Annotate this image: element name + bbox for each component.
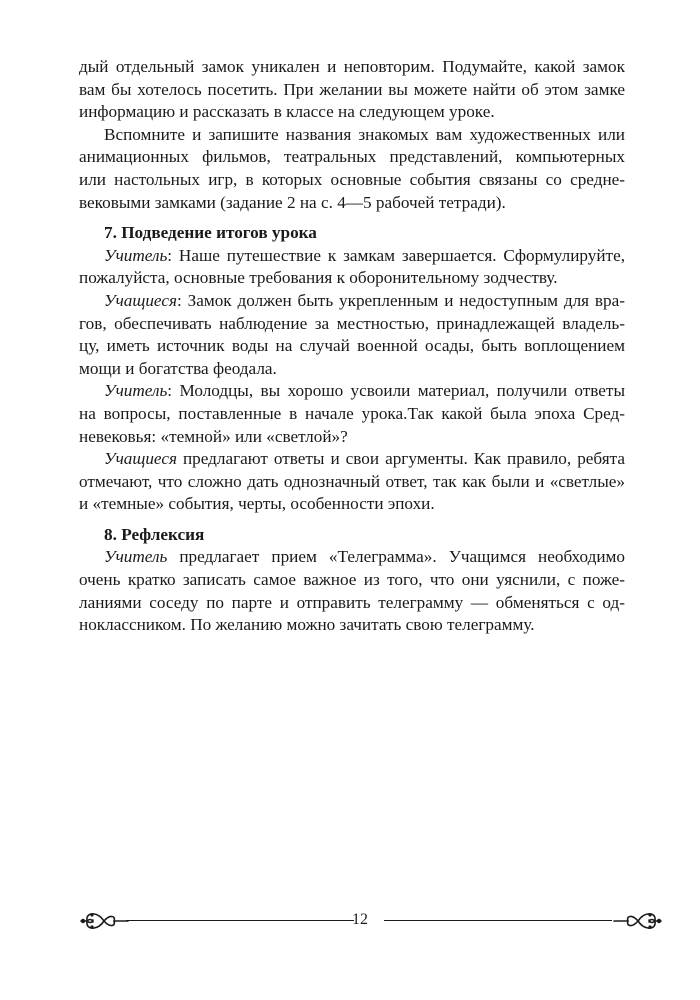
paragraph-castle-unique <box>79 56 625 124</box>
flourish-ornament-icon <box>78 904 130 938</box>
speaker-label: Учитель <box>104 245 168 265</box>
text-line: отмечают, что сложно дать однозначный ответ, так как были и «светлые» <box>79 471 625 491</box>
speaker-label: Учитель <box>104 547 168 567</box>
text-line <box>79 245 625 268</box>
dialogue-teacher-3 <box>79 546 625 636</box>
speech-text: : Наше путешествие к замкам завершается. Сформулируйте, <box>167 245 625 265</box>
page-body <box>79 56 625 637</box>
text-line: дый отдельный замок уникален и неповторим. Подумайте, какой замок <box>79 57 625 76</box>
speech-text: предлагает прием «Телеграмма». Учащимся необходимо <box>167 547 625 567</box>
text-line <box>79 546 625 569</box>
section-heading-summary: 7. Подведение итогов урока <box>104 223 317 243</box>
text-line <box>79 448 625 471</box>
text-line: на вопросы, поставленные в начале урока.Так какой была эпоха Сред- <box>79 403 625 423</box>
text-line: ноклассником. По желанию можно зачитать свою телеграмму. <box>79 615 535 635</box>
footer-rule-left <box>126 920 354 921</box>
text-line <box>79 290 625 313</box>
text-line: мощи и богатства феодала. <box>79 358 277 378</box>
section-heading-reflection: 8. Рефлексия <box>104 524 205 544</box>
dialogue-students-1 <box>79 290 625 380</box>
text-line: Вспомните и запишите названия знакомых вам художественных или <box>104 124 625 144</box>
text-line: вековыми замками (задание 2 на с. 4—5 рабочей тетради). <box>79 192 506 212</box>
text-line: анимационных фильмов, театральных представлений, компьютерных <box>79 147 625 167</box>
text-line: пожалуйста, основные требования к оборонительному зодчеству. <box>79 268 558 288</box>
speech-text: : Молодцы, вы хорошо усвоили материал, получили ответы <box>167 381 625 401</box>
speaker-label: Учитель <box>104 381 168 401</box>
text-line: информацию и рассказать в классе на следующем уроке. <box>79 102 495 122</box>
text-line: и «темные» события, черты, особенности эпохи. <box>79 494 435 514</box>
paragraph-films-games <box>79 124 625 214</box>
speaker-label: Учащиеся <box>104 290 177 310</box>
text-line: вам бы хотелось посетить. При желании вы можете найти об этом замке <box>79 79 625 99</box>
dialogue-teacher-1 <box>79 245 625 290</box>
speaker-label: Учащиеся <box>104 449 177 469</box>
dialogue-students-2 <box>79 448 625 516</box>
text-line <box>79 380 625 403</box>
page-number: 12 <box>352 911 368 928</box>
text-line: ланиями соседу по парте и отправить телеграмму — обменяться с од- <box>79 592 625 612</box>
speech-text: : Замок должен быть укрепленным и недоступным для вра- <box>176 290 625 310</box>
text-line: очень кратко записать самое важное из того, что они уяснили, с поже- <box>79 570 625 590</box>
footer-rule-right <box>384 920 612 921</box>
text-line: или настольных игр, в которых основные события связаны со средне- <box>79 169 625 189</box>
dialogue-teacher-2 <box>79 380 625 448</box>
page-footer <box>60 902 640 942</box>
text-line: гов, обеспечивать наблюдение за местностью, принадлежащей владель- <box>79 313 625 333</box>
text-line: невековья: «темной» или «светлой»? <box>79 426 348 446</box>
flourish-ornament-icon <box>612 904 664 938</box>
speech-text: предлагают ответы и свои аргументы. Как правило, ребята <box>176 449 625 469</box>
text-line: цу, иметь источник воды на случай военной осады, быть воплощением <box>79 336 625 356</box>
